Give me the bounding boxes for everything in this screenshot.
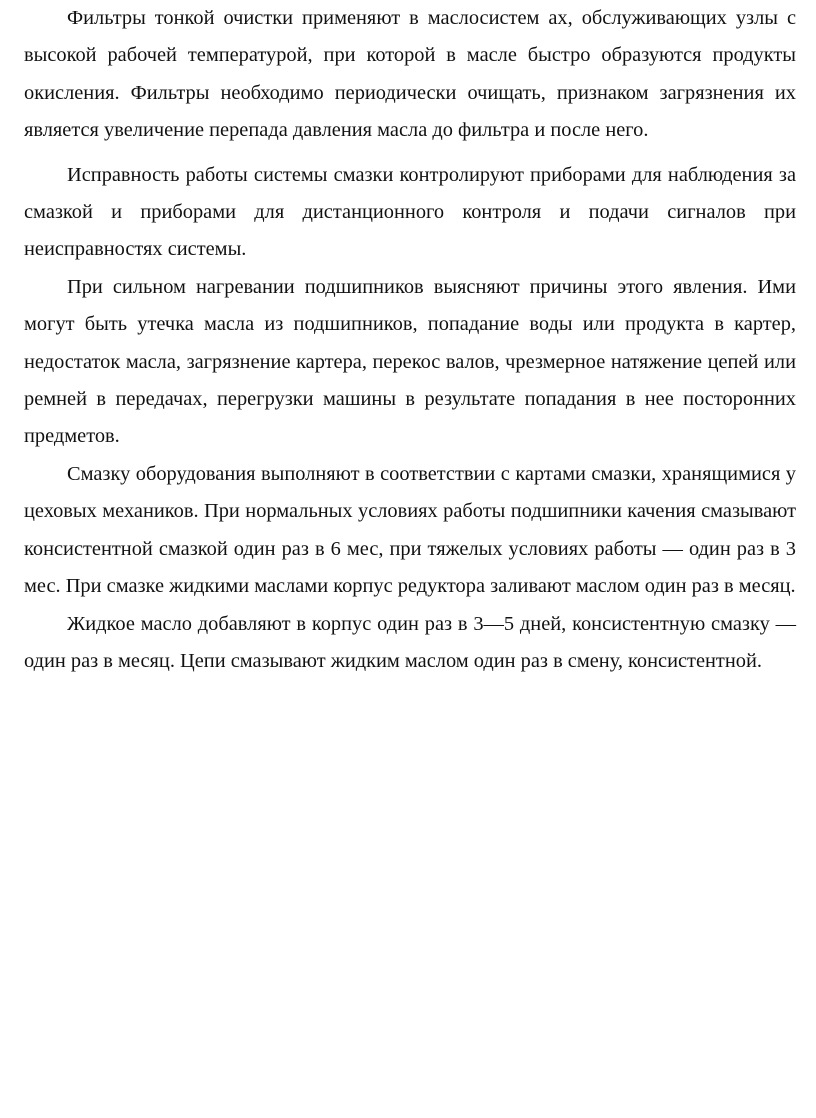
- paragraph-liquid-oil: Жидкое масло добавляют в корпус один раз в 3—5 дней, консистентную смазку — один раз в месяц. Цепи смазывают жидким маслом один раз в смену, консистентной.: [24, 612, 796, 672]
- document-page: [24, 0, 796, 680]
- paragraph-lubrication-schedule: Смазку оборудования выполняют в соответствии с картами смазки, хранящимися у цеховых механиков. При нормальных условиях работы подшипники качения смазывают консистентной смазкой один раз в 6 мес, при тяжелых условиях работы — один раз в 3 мес. При смазке жидкими маслами корпус редуктора заливают маслом один раз в месяц.: [24, 462, 796, 598]
- paragraph-lubrication-monitoring: Исправность работы системы смазки контролируют приборами для наблюдения за смазкой и приборами для дистанционного контроля и подачи сигналов при неисправностях системы.: [24, 163, 796, 261]
- paragraph-bearing-overheating: При сильном нагревании подшипников выясняют причины этого явления. Ими могут быть утечка масла из подшипников, попадание воды или продукта в картер, недостаток масла, загрязнение картера, перекос валов, чрезмерное натяжение цепей или ремней в передачах, перегрузки машины в результате попадания в нее посторонних предметов.: [24, 275, 796, 448]
- paragraph-oil-filters: Фильтры тонкой очистки применяют в маслосистем ах, обслуживающих узлы с высокой рабочей температурой, при которой в масле быстро образуются продукты окисления. Фильтры необходимо периодически очищать, признаком загрязнения их является увеличение перепада давления масла до фильтра и после него.: [24, 7, 796, 142]
